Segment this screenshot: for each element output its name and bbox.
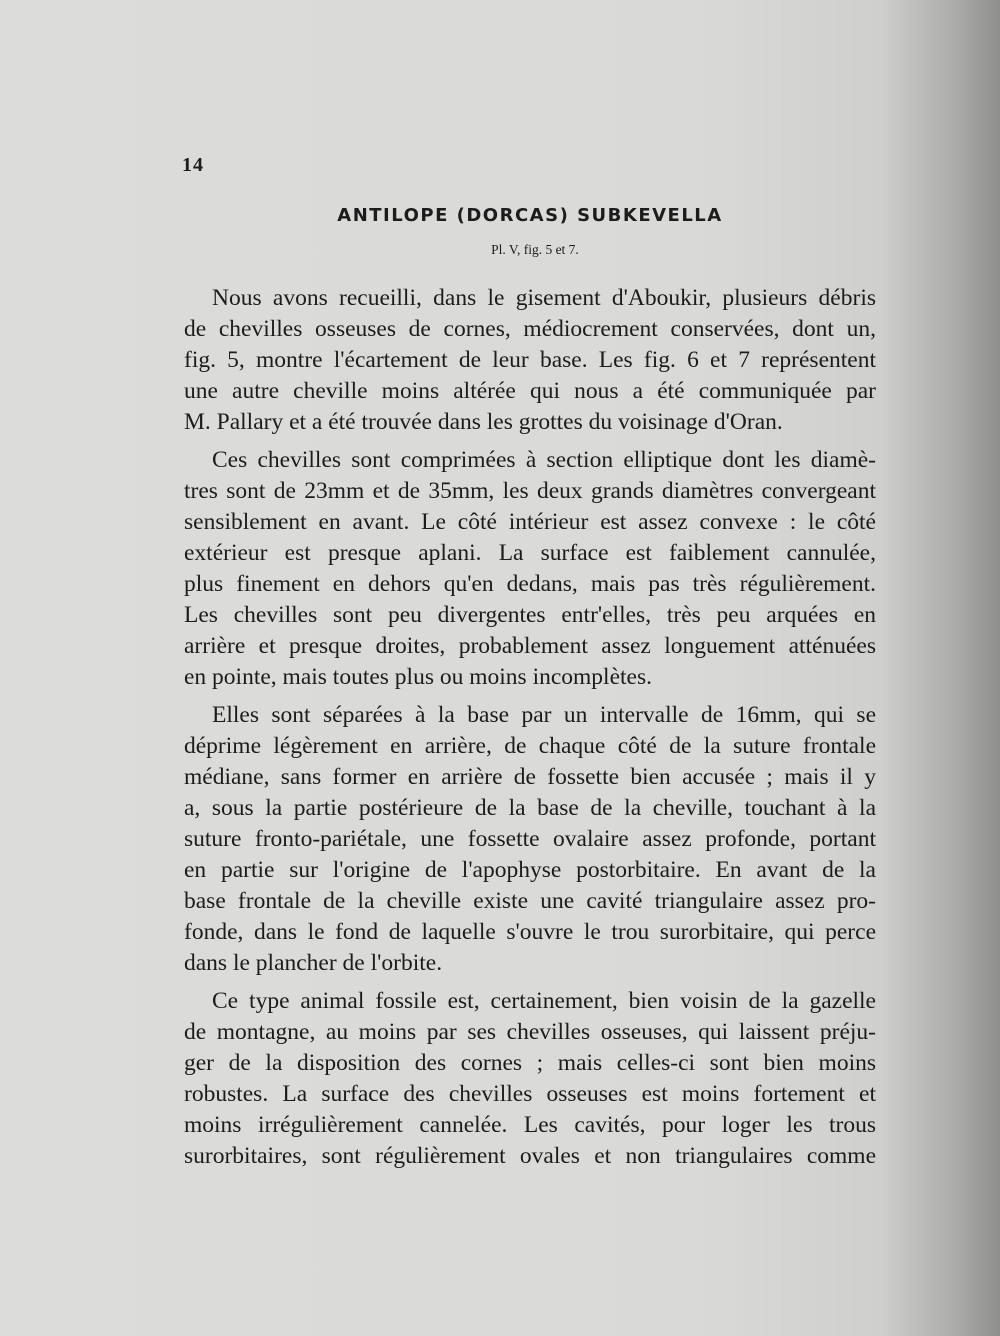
paragraph-1 [184,283,876,438]
text-line: ger de la disposition des cornes ; mais celles-ci sont bien moins [184,1050,876,1076]
section-title: ANTILOPE (DORCAS) SUBKEVELLA [337,205,723,226]
text-line: extérieur est presque aplani. La surface est faiblement cannulée, [184,540,876,566]
text-line: base frontale de la cheville existe une cavité triangulaire assez pro- [184,888,876,914]
text-line: Les chevilles sont peu divergentes entr'elles, très peu arquées en [184,602,876,628]
text-line: Nous avons recueilli, dans le gisement d'Aboukir, plusieurs débris [212,285,876,311]
text-line: en pointe, mais toutes plus ou moins incomplètes. [184,664,652,690]
text-line: fonde, dans le fond de laquelle s'ouvre le trou surorbitaire, qui perce [184,919,876,945]
text-line: Ces chevilles sont comprimées à section elliptique dont les diamè- [212,447,876,473]
text-line: une autre cheville moins altérée qui nous a été communiquée par [184,378,876,404]
text-line: déprime légèrement en arrière, de chaque côté de la suture frontale [184,733,876,759]
text-line: dans le plancher de l'orbite. [184,950,443,976]
text-line: robustes. La surface des chevilles osseuses est moins fortement et [184,1081,876,1107]
page-number: 14 [182,154,204,176]
paragraph-2 [184,445,876,693]
text-line: surorbitaires, sont régulièrement ovales et non triangulaires comme [184,1143,876,1169]
text-line: M. Pallary et a été trouvée dans les grottes du voisinage d'Oran. [184,409,783,435]
text-line: tres sont de 23mm et de 35mm, les deux grands diamètres convergeant [184,478,876,504]
text-line: médiane, sans former en arrière de fossette bien accusée ; mais il y [184,764,876,790]
text-line: sensiblement en avant. Le côté intérieur est assez convexe : le côté [184,509,876,535]
plate-reference: Pl. V, fig. 5 et 7. [491,242,579,257]
text-line: de montagne, au moins par ses chevilles osseuses, qui laissent préju- [184,1019,876,1045]
body-text [184,283,876,1172]
text-line: Ce type animal fossile est, certainement, bien voisin de la gazelle [212,988,876,1014]
text-line: arrière et presque droites, probablement assez longuement atténuées [184,633,876,659]
text-line: moins irrégulièrement cannelée. Les cavités, pour loger les trous [184,1112,876,1138]
text-line: plus finement en dehors qu'en dedans, mais pas très régulièrement. [184,571,876,597]
text-line: Elles sont séparées à la base par un intervalle de 16mm, qui se [212,702,876,728]
text-line: fig. 5, montre l'écartement de leur base. Les fig. 6 et 7 représentent [184,347,876,373]
paragraph-3 [184,700,876,979]
text-line: suture fronto-pariétale, une fossette ovalaire assez profonde, portant [184,826,876,852]
text-line: a, sous la partie postérieure de la base de la cheville, touchant à la [184,795,876,821]
paragraph-4 [184,986,876,1172]
text-line: en partie sur l'origine de l'apophyse postorbitaire. En avant de la [184,857,876,883]
text-line: de chevilles osseuses de cornes, médiocrement conservées, dont un, [184,316,876,342]
